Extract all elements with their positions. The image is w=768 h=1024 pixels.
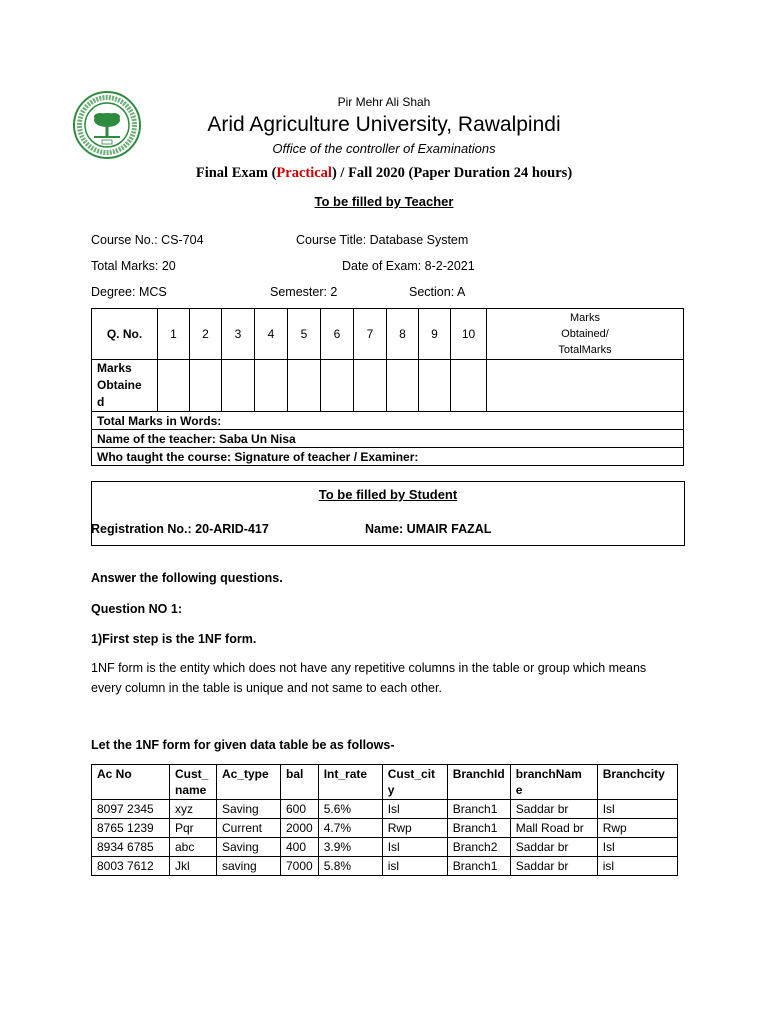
qno-cell: 3	[222, 309, 255, 360]
marks-table	[91, 308, 684, 466]
student-section-title: To be filled by Student	[318, 487, 458, 502]
header-line: Ac_type	[222, 767, 269, 781]
header-line: bal	[286, 767, 304, 781]
qno-header: Q. No.	[92, 309, 158, 360]
university-name: Arid Agriculture University, Rawalpindi	[207, 113, 561, 136]
header-cell	[318, 765, 382, 800]
registration-no: Registration No.: 20-ARID-417	[91, 522, 269, 536]
table-cell: 7000	[281, 857, 319, 876]
header-line: Int_rate	[323, 767, 368, 781]
table-cell: Rwp	[597, 819, 677, 838]
header-line: Ac No	[97, 767, 132, 781]
header-line: e	[515, 783, 523, 797]
table-cell: Isl	[382, 800, 447, 819]
header-cell	[510, 765, 597, 800]
marks-cell	[487, 360, 684, 412]
marks-obtained-line: Marks	[97, 361, 132, 375]
section: Section: A	[409, 285, 466, 299]
table-cell: saving	[217, 857, 281, 876]
table-cell: Isl	[597, 838, 677, 857]
marks-cell	[288, 360, 321, 412]
table-cell: Saving	[217, 800, 281, 819]
date-of-exam: Date of Exam: 8-2-2021	[342, 259, 475, 273]
header-line: y	[387, 783, 395, 797]
paragraph-line: 1NF form is the entity which does not have any repetitive columns in the table or group which means	[91, 661, 647, 675]
marks-header-row	[92, 309, 684, 360]
question-heading: Question NO 1:	[91, 602, 182, 616]
table-cell: 8765 1239	[92, 819, 170, 838]
qno-cell: 6	[321, 309, 354, 360]
table-cell: Branch1	[447, 800, 510, 819]
table-cell: Branch2	[447, 838, 510, 857]
total-marks-words: Total Marks in Words:	[92, 412, 684, 430]
table-cell: xyz	[170, 800, 217, 819]
student-name: Name: UMAIR FAZAL	[365, 522, 492, 536]
header-cell	[92, 765, 170, 800]
exam-title-suffix: ) / Fall 2020 (Paper Duration 24 hours)	[331, 165, 573, 181]
table-row	[92, 857, 678, 876]
exam-type: Practical	[276, 165, 332, 181]
header-line: name	[175, 783, 207, 797]
header-line: Branchcity	[602, 767, 665, 781]
table-cell: Current	[217, 819, 281, 838]
office-name: Office of the controller of Examinations	[272, 141, 496, 156]
table-row	[92, 819, 678, 838]
table-row	[92, 838, 678, 857]
data-header-row	[92, 765, 678, 800]
table-cell: 400	[281, 838, 319, 857]
marks-obtained-line: Obtaine	[97, 378, 142, 392]
header-cell	[382, 765, 447, 800]
paragraph-line: every column in the table is unique and not same to each other.	[91, 681, 442, 695]
table-cell: Saving	[217, 838, 281, 857]
course-no: Course No.: CS-704	[91, 233, 204, 247]
exam-title-prefix: Final Exam (	[195, 165, 277, 181]
header-line: BranchId	[452, 767, 505, 781]
data-table	[91, 764, 678, 876]
qno-cell: 7	[354, 309, 387, 360]
header-cell	[447, 765, 510, 800]
qno-cell: 10	[451, 309, 487, 360]
table-cell: Pqr	[170, 819, 217, 838]
obtained-total-line: TotalMarks	[558, 344, 612, 356]
table-cell: 5.6%	[318, 800, 382, 819]
total-marks: Total Marks: 20	[91, 259, 176, 273]
header-line: Cust_	[175, 767, 209, 781]
exam-title	[0, 165, 768, 182]
qno-cell: 8	[387, 309, 419, 360]
table-cell: Isl	[382, 838, 447, 857]
step-one: 1)First step is the 1NF form.	[91, 632, 257, 646]
header-cell	[170, 765, 217, 800]
table-cell: 5.8%	[318, 857, 382, 876]
university-subtitle: Pir Mehr Ali Shah	[337, 95, 431, 109]
table-cell: isl	[382, 857, 447, 876]
teacher-signature: Who taught the course: Signature of teacher / Examiner:	[92, 448, 684, 466]
teacher-section-title: To be filled by Teacher	[314, 194, 454, 209]
marks-cell	[451, 360, 487, 412]
table-cell: Saddar br	[510, 800, 597, 819]
obtained-total-line: Marks	[570, 312, 600, 324]
marks-cell	[419, 360, 451, 412]
table-cell: Branch1	[447, 819, 510, 838]
teacher-name: Name of the teacher: Saba Un Nisa	[92, 430, 684, 448]
header-line: Cust_cit	[387, 767, 436, 781]
header-line: branchNam	[515, 767, 582, 781]
table-cell: 4.7%	[318, 819, 382, 838]
semester: Semester: 2	[270, 285, 338, 299]
table-row	[92, 800, 678, 819]
table-cell: Saddar br	[510, 838, 597, 857]
table-cell: 2000	[281, 819, 319, 838]
marks-cell	[354, 360, 387, 412]
obtained-total-header	[487, 309, 684, 360]
table-cell: 8097 2345	[92, 800, 170, 819]
marks-obtained-label	[92, 360, 158, 412]
marks-cell	[190, 360, 222, 412]
qno-cell: 5	[288, 309, 321, 360]
marks-cell	[158, 360, 190, 412]
table-cell: 8003 7612	[92, 857, 170, 876]
obtained-total-line: Obtained/	[561, 328, 609, 340]
marks-obtained-line: d	[97, 395, 105, 409]
table-cell: Jkl	[170, 857, 217, 876]
qno-cell: 1	[158, 309, 190, 360]
table-cell: 8934 6785	[92, 838, 170, 857]
marks-cell	[255, 360, 288, 412]
table-cell: Isl	[597, 800, 677, 819]
table-cell: Saddar br	[510, 857, 597, 876]
marks-cell	[321, 360, 354, 412]
instruction: Answer the following questions.	[91, 571, 283, 585]
table-cell: abc	[170, 838, 217, 857]
table-intro: Let the 1NF form for given data table be as follows-	[91, 738, 395, 752]
table-cell: isl	[597, 857, 677, 876]
marks-cell	[222, 360, 255, 412]
table-cell: 3.9%	[318, 838, 382, 857]
marks-cell	[387, 360, 419, 412]
table-cell: Rwp	[382, 819, 447, 838]
table-cell: Branch1	[447, 857, 510, 876]
marks-obtained-row	[92, 360, 684, 412]
header-cell	[281, 765, 319, 800]
qno-cell: 4	[255, 309, 288, 360]
header-cell	[217, 765, 281, 800]
degree: Degree: MCS	[91, 285, 167, 299]
qno-cell: 2	[190, 309, 222, 360]
course-title: Course Title: Database System	[296, 233, 469, 247]
qno-cell: 9	[419, 309, 451, 360]
table-cell: Mall Road br	[510, 819, 597, 838]
table-cell: 600	[281, 800, 319, 819]
header-cell	[597, 765, 677, 800]
